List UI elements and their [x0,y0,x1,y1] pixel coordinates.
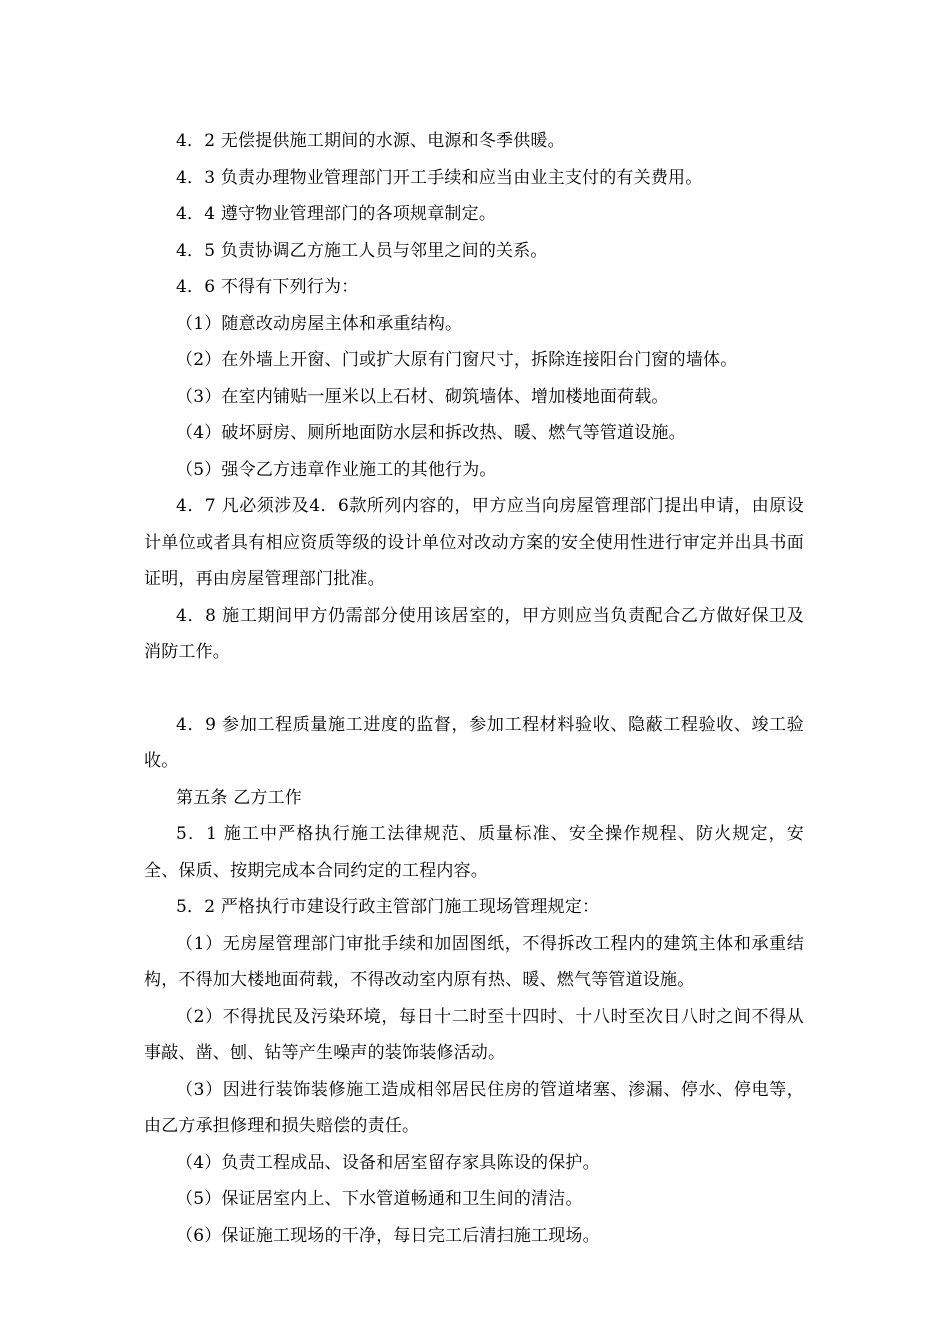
clause-5-2-item-3: （3）因进行装饰装修施工造成相邻居民住房的管道堵塞、渗漏、停水、停电等，由乙方承担修理和损失赔偿的责任。 [144,1079,804,1136]
clause-5-1: 5．1 施工中严格执行施工法律规范、质量标准、安全操作规程、防火规定，安全、保质、按期完成本合同约定的工程内容。 [144,824,804,881]
clause-5-2-item-5: （5）保证居室内上、下水管道畅通和卫生间的清洁。 [176,1189,583,1209]
clause-4-6-item-1: （1）随意改动房屋主体和承重结构。 [176,313,463,334]
clause-5-2-item-4: （4）负责工程成品、设备和居室留存家具陈设的保护。 [176,1152,600,1173]
clause-4-2: 4．2 无偿提供施工期间的水源、电源和冬季供暖。 [176,131,565,151]
clause-4-6-item-3: （3）在室内铺贴一厘米以上石材、砌筑墙体、增加楼地面荷载。 [176,386,669,407]
clause-4-7: 4．7 凡必须涉及4．6款所列内容的，甲方应当向房屋管理部门提出申请，由原设计单位或者具有相应资质等级的设计单位对改动方案的安全使用性进行审定并出具书面证明，再由房屋管理部门批准。 [144,496,804,589]
document-body [144,123,804,1254]
clause-4-5: 4．5 负责协调乙方施工人员与邻里之间的关系。 [176,240,548,261]
clause-5-2-item-1: （1）无房屋管理部门审批手续和加固图纸，不得拆改工程内的建筑主体和承重结构，不得加大楼地面荷载，不得改动室内原有热、暖、燃气等管道设施。 [144,933,804,990]
clause-4-9: 4．9 参加工程质量施工进度的监督，参加工程材料验收、隐蔽工程验收、竣工验收。 [144,714,804,771]
clause-5-2-item-2: （2）不得扰民及污染环境，每日十二时至十四时、十八时至次日八时之间不得从事敲、凿、刨、钻等产生噪声的装饰装修活动。 [144,1006,804,1063]
clause-5-2: 5．2 严格执行市建设行政主管部门施工现场管理规定： [176,897,600,917]
clause-4-6: 4．6 不得有下列行为： [176,277,359,297]
clause-4-6-item-4: （4）破坏厨房、厕所地面防水层和拆改热、暖、燃气等管道设施。 [176,423,686,443]
clause-4-6-item-5: （5）强令乙方违章作业施工的其他行为。 [176,459,497,480]
article-5-heading: 第五条 乙方工作 [176,787,303,808]
clause-4-6-item-2: （2）在外墙上开窗、门或扩大原有门窗尺寸，拆除连接阳台门窗的墙体。 [176,350,738,370]
clause-4-3: 4．3 负责办理物业管理部门开工手续和应当由业主支付的有关费用。 [176,167,703,188]
clause-4-4: 4．4 遵守物业管理部门的各项规章制定。 [176,204,497,224]
clause-5-2-item-6: （6）保证施工现场的干净，每日完工后清扫施工现场。 [176,1225,600,1246]
clause-4-8: 4．8 施工期间甲方仍需部分使用该居室的，甲方则应当负责配合乙方做好保卫及消防工作。 [144,605,804,662]
blank-line [144,671,804,707]
